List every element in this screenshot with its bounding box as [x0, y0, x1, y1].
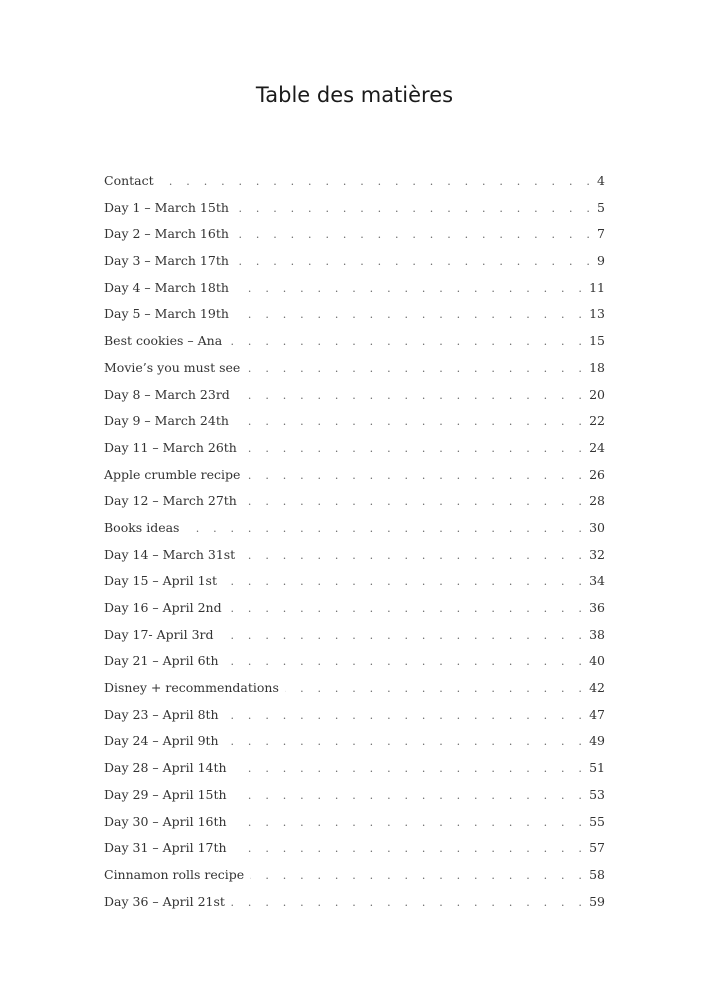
toc-entry-page-number: 58: [589, 866, 605, 882]
toc-entry-label: Day 29 – April 15th: [104, 786, 227, 802]
toc-entry[interactable]: [104, 280, 605, 307]
toc-dot-leader: [235, 308, 587, 321]
toc-entry[interactable]: [104, 440, 605, 467]
toc-entry-page-number: 55: [589, 813, 605, 829]
toc-entry-page-number: 40: [589, 653, 605, 669]
toc-entry[interactable]: [104, 894, 605, 921]
toc-entry[interactable]: [104, 520, 605, 547]
toc-dot-leader: [285, 682, 587, 695]
toc-entry-label: Day 31 – April 17th: [104, 840, 227, 856]
toc-entry-page-number: 49: [589, 733, 605, 749]
toc-entry[interactable]: [104, 760, 605, 787]
page-title: Table des matières: [255, 83, 454, 107]
toc-entry[interactable]: [104, 840, 605, 867]
toc-entry-label: Best cookies – Ana: [104, 333, 223, 349]
toc-entry-label: Day 16 – April 2nd: [104, 600, 222, 615]
toc-entry-page-number: 13: [589, 306, 605, 322]
toc-entry-label: Cinnamon rolls recipe: [104, 866, 245, 882]
toc-dot-leader: [235, 202, 595, 215]
toc-dot-leader: [160, 175, 595, 188]
toc-dot-leader: [233, 816, 588, 829]
toc-entry-page-number: 53: [589, 786, 605, 802]
toc-entry-page-number: 18: [589, 359, 605, 375]
toc-entry[interactable]: [104, 493, 605, 520]
toc-entry[interactable]: [104, 306, 605, 333]
toc-entry-page-number: 32: [589, 546, 605, 562]
toc-dot-leader: [235, 282, 587, 295]
toc-dot-leader: [225, 655, 587, 668]
toc-entry-page-number: 59: [589, 893, 605, 909]
toc-entry-page-number: 24: [589, 439, 605, 455]
toc-entry-page-number: 47: [589, 706, 605, 722]
toc-entry-label: Day 30 – April 16th: [104, 813, 227, 829]
toc-dot-leader: [225, 735, 587, 748]
toc-entry-page-number: 30: [589, 519, 605, 535]
toc-entry-page-number: 15: [589, 333, 605, 349]
toc-entry-page-number: 22: [589, 413, 605, 429]
toc-dot-leader: [228, 602, 588, 615]
table-of-contents: [104, 173, 605, 920]
toc-dot-leader: [223, 575, 587, 588]
toc-entry-page-number: 42: [589, 680, 605, 696]
toc-entry-page-number: 9: [597, 253, 605, 269]
toc-entry-page-number: 7: [597, 226, 605, 242]
toc-dot-leader: [220, 629, 588, 642]
toc-entry-label: Day 21 – April 6th: [104, 653, 219, 669]
toc-entry-label: Day 17- April 3rd: [104, 626, 214, 642]
toc-entry[interactable]: [104, 733, 605, 760]
toc-dot-leader: [225, 709, 587, 722]
toc-entry-label: Day 12 – March 27th: [104, 493, 237, 509]
toc-dot-leader: [241, 549, 587, 562]
toc-entry[interactable]: [104, 547, 605, 574]
toc-entry[interactable]: [104, 226, 605, 253]
toc-entry[interactable]: [104, 787, 605, 814]
toc-entry-label: Books ideas: [104, 519, 180, 535]
toc-entry[interactable]: [104, 387, 605, 414]
toc-entry-label: Day 23 – April 8th: [104, 706, 219, 722]
toc-entry-label: Day 4 – March 18th: [104, 279, 229, 295]
toc-entry-label: Day 9 – March 24th: [104, 413, 229, 429]
toc-dot-leader: [246, 469, 587, 482]
toc-entry-label: Day 15 – April 1st: [104, 573, 217, 589]
toc-entry[interactable]: [104, 653, 605, 680]
toc-entry[interactable]: [104, 200, 605, 227]
toc-entry-page-number: 26: [589, 466, 605, 482]
toc-entry[interactable]: [104, 173, 605, 200]
toc-entry-label: Day 1 – March 15th: [104, 199, 229, 215]
toc-entry[interactable]: [104, 467, 605, 494]
toc-entry-label: Movie’s you must see: [104, 359, 241, 375]
toc-dot-leader: [231, 896, 587, 909]
toc-dot-leader: [250, 869, 587, 882]
toc-entry-label: Day 14 – March 31st: [104, 546, 236, 562]
toc-entry-page-number: 11: [589, 279, 605, 295]
toc-entry-page-number: 34: [589, 573, 605, 589]
toc-entry[interactable]: [104, 360, 605, 387]
toc-entry-label: Day 8 – March 23rd: [104, 386, 230, 402]
toc-entry-label: Day 5 – March 19th: [104, 306, 229, 322]
toc-entry-label: Day 36 – April 21st: [104, 893, 225, 909]
toc-entry-label: Day 28 – April 14th: [104, 760, 227, 776]
toc-entry-page-number: 57: [589, 840, 605, 856]
toc-dot-leader: [235, 228, 595, 241]
toc-entry[interactable]: [104, 680, 605, 707]
toc-dot-leader: [246, 362, 587, 375]
toc-entry-label: Day 24 – April 9th: [104, 733, 219, 749]
toc-entry-page-number: 20: [589, 386, 605, 402]
toc-entry[interactable]: [104, 867, 605, 894]
toc-dot-leader: [233, 789, 588, 802]
toc-entry-label: Contact: [104, 173, 154, 188]
toc-entry[interactable]: [104, 600, 605, 627]
toc-entry-label: Disney + recommendations: [104, 680, 279, 696]
toc-entry-page-number: 51: [589, 760, 605, 776]
toc-dot-leader: [243, 442, 587, 455]
toc-entry[interactable]: [104, 253, 605, 280]
toc-entry[interactable]: [104, 333, 605, 360]
toc-entry[interactable]: [104, 413, 605, 440]
toc-entry-page-number: 36: [589, 600, 605, 615]
toc-entry-page-number: 5: [597, 199, 605, 215]
toc-entry[interactable]: [104, 573, 605, 600]
toc-dot-leader: [236, 389, 587, 402]
toc-dot-leader: [185, 522, 587, 535]
toc-entry[interactable]: [104, 707, 605, 734]
toc-dot-leader: [243, 495, 587, 508]
toc-dot-leader: [235, 415, 587, 428]
toc-dot-leader: [235, 255, 595, 268]
toc-entry-page-number: 4: [597, 173, 605, 188]
toc-entry-label: Day 3 – March 17th: [104, 253, 229, 269]
toc-entry-label: Day 2 – March 16th: [104, 226, 229, 242]
toc-dot-leader: [233, 762, 588, 775]
toc-dot-leader: [233, 842, 588, 855]
toc-entry-page-number: 28: [589, 493, 605, 509]
toc-entry[interactable]: [104, 627, 605, 654]
toc-entry-label: Day 11 – March 26th: [104, 439, 237, 455]
toc-entry-page-number: 38: [589, 626, 605, 642]
toc-dot-leader: [228, 335, 587, 348]
toc-entry[interactable]: [104, 814, 605, 841]
toc-entry-label: Apple crumble recipe: [104, 466, 241, 482]
